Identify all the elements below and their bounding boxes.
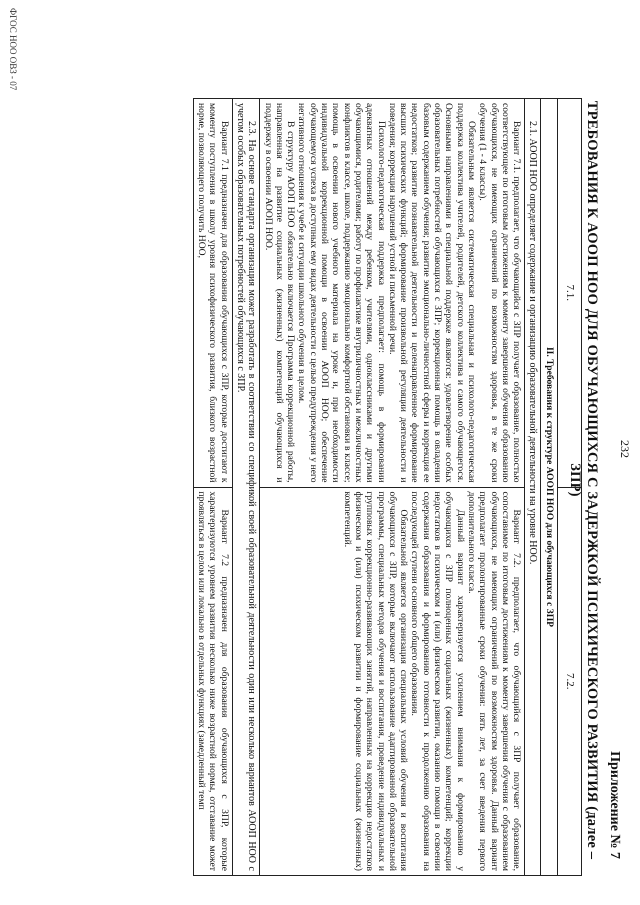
requirements-table [193,98,582,876]
paragraph: Вариант 7.2 предназначен для образования обучающихся с ЗПР, которые характеризуются уровнем развития несколько ниже возрастной нормы, отставание может проявляться в целом или локально в отдельных функциях (замедленный темп [196,491,230,871]
row-2-3 [232,99,260,876]
column-header-7-1: 7.1. [557,99,581,488]
paragraph: Обязательным является систематическая специальная и психолого-педагогическая поддержка коллектива учителей, родителей, детского коллектива и самого обучающегося. Основными направлениями в специальной поддержке являются: удовлетворение особых образовательных потребностей обучающихся с ЗПР; коррекционная помощь в овладении базовым содержанием обучения; развитие эмоционально-личностной сферы и коррекция ее недостатков; развитие познавательной деятельности и целенаправленное формирование высших психических функций; формирование произвольной регуляции деятельности и поведения; коррекция нарушений устной и письменной речи. [386,103,477,483]
row-2-1-text: 2.1. АООП НОО определяет содержание и организацию образовательной деятельности на уровне НОО. [527,121,539,565]
page-number: 232 [618,440,632,458]
footer-label: ФГОС НОО ОВЗ - 07 [8,8,18,91]
section-row [541,99,557,876]
paragraph: В структуру АООП НОО обязательно включается Программа коррекционной работы, направленная на развитие социальных (жизненных) компетенций обучающихся и поддержку в освоении АООП НОО. [262,103,297,483]
table-row [232,99,260,876]
paragraph: Обязательной является организация специальных условий обучения и воспитания обучающихся с ЗПР, которые включают использование адаптированной образовательной программы, специальных методов обучения и воспитания, проведение индивидуальных и групповых коррекционно-развивающих занятий, направленных на коррекцию недостатков физическом и (или) психическом развитии и формирование социальных (жизненных) компетенций. [341,491,410,871]
section-heading: II. Требования к структуре АООП НОО для обучающихся с ЗПР [541,99,557,876]
appendix-label: Приложение № 7 [607,751,622,859]
cell-last-7-2 [193,487,232,876]
table-row [525,99,541,876]
paragraph: Данный вариант характеризуется усилением внимания к формированию у обучающихся с ЗПР полноценных социальных (жизненных) компетенций; коррекции недостатков в психическом и (или) физическом развитии, оказанию помощи в освоении содержания образования и формированию готовности к продолжению образования на последующей ступени основного общего образования. [409,491,466,871]
table-row [193,99,232,876]
table-row [260,99,525,876]
cell-variant-7-1 [260,99,525,488]
paragraph: Вариант 7.2. предполагает, что обучающийся с ЗПР получает образование, сопоставимое по итоговым достижениям к моменту завершения обучения с образованием обучающихся, не имеющих ограничений по возможностям здоровья. Данный вариант предполагает пролонгированные сроки обучения: пять лет, за счет введения первого дополнительного класса. [465,491,523,871]
paragraph: Вариант 7.1 предназначен для образования обучающихся с ЗПР, которые достигают к моменту поступления в школу уровня психофизического развития, близкого возрастной норме, позволяющего получить НОО, [196,103,230,483]
column-header-7-2: 7.2. [557,487,581,876]
table-header-row [557,99,581,876]
paragraph: Вариант 7.1. предполагает, что обучающийся с ЗПР получает образование, полностью соответствующее по итоговым достижениям к моменту завершения обучения образованию обучающихся, не имеющих ограничений по возможностям здоровья, в те же сроки обучения (1 - 4 классы). [477,103,523,483]
paragraph: Психолого-педагогическая поддержка предполагает: помощь в формировании адекватных отношений между ребенком, учителями, одноклассниками и другими обучающимися, родителями; работу по профилактике внутриличностных и межличностных конфликтов в классе, школе, поддержанию эмоционально комфортной обстановки в классе; помощь в освоении нового учебного материала на уроке и, при необходимости индивидуальной коррекционной помощи в освоении АООП НОО; обеспечение обучающемуся успеха в доступных ему видах деятельности с целью предупреждения у него негативного отношения к учебе и ситуации школьного обучения в целом. [296,103,387,483]
cell-last-7-1 [193,99,232,488]
document-title: ТРЕБОВАНИЯ К АООП НОО ДЛЯ ОБУЧАЮЩИХСЯ С ЗАДЕРЖКОЙ ПСИХИЧЕСКОГО РАЗВИТИЯ (далее – ЗПР) [567,100,600,860]
row-2-3-text: 2.3. На основе стандарта организация может разработать в соответствии со спецификой своей образовательной деятельности один или несколько вариантов АООП НОО с учетом особых образовательных потребностей обучающихся с ЗПР. [234,103,258,871]
row-2-1 [525,99,541,876]
cell-variant-7-2 [260,487,525,876]
